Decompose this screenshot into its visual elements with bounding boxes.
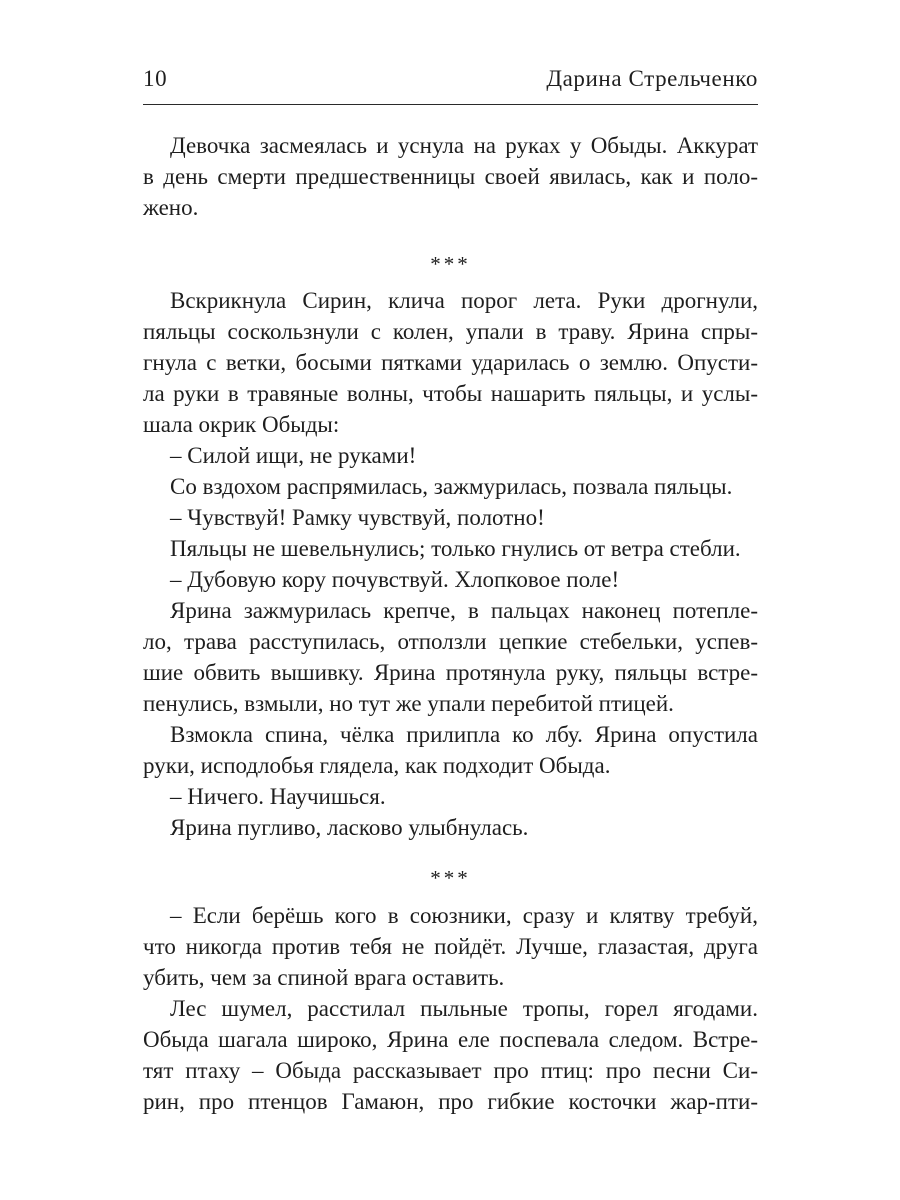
paragraph-1 [143, 130, 758, 223]
text-line: Девочка засмеялась и уснула на руках у Обыды. Аккурат [170, 133, 758, 158]
dialogue-line: – Ничего. Научишься. [170, 784, 386, 809]
dialogue-line: – Чувствуй! Рамку чувствуй, полотно! [170, 505, 545, 530]
dialogue-line: – Силой ищи, не руками! [170, 443, 417, 468]
text-line: шала окрик Обыды: [143, 412, 340, 437]
text-line: Ярина зажмурилась крепче, в пальцах наконец потепле- [170, 598, 758, 623]
text-line: Ярина пугливо, ласково улыбнулась. [170, 815, 529, 840]
text-line: пяльцы соскользнули с колен, упали в траву. Ярина спры- [143, 319, 758, 344]
text-line: ла руки в травяные волны, чтобы нашарить пяльцы, и услы- [143, 381, 758, 406]
text-line: гнула с ветки, босыми пятками ударилась о землю. Опусти- [143, 350, 758, 375]
text-line: что никогда против тебя не пойдёт. Лучше, глазастая, друга [143, 934, 758, 959]
paragraph-3 [143, 900, 758, 1117]
section-separator: *** [430, 252, 471, 276]
page-number: 10 [143, 66, 168, 91]
text-line: Пяльцы не шевельнулись; только гнулись от ветра стебли. [170, 536, 741, 561]
text-line: в день смерти предшественницы своей явилась, как и поло- [143, 164, 758, 189]
dialogue-line: – Если берёшь кого в союзники, сразу и клятву требуй, [170, 903, 758, 928]
header-rule [143, 104, 758, 105]
text-line: Лес шумел, расстилал пыльные тропы, горел ягодами. [170, 996, 758, 1021]
text-line: пенулись, взмыли, но тут же упали перебитой птицей. [143, 691, 674, 716]
running-head-author: Дарина Стрельченко [546, 66, 758, 91]
text-line: шие обвить вышивку. Ярина протянула руку, пяльцы встре- [143, 660, 758, 685]
dialogue-line: – Дубовую кору почувствуй. Хлопковое поле! [170, 567, 620, 592]
text-line: ло, трава расступилась, отползли цепкие стебельки, успев- [143, 629, 758, 654]
text-line: Со вздохом распрямилась, зажмурилась, позвала пяльцы. [170, 474, 733, 499]
page-header [143, 62, 758, 102]
text-line: жено. [143, 195, 199, 220]
text-line: убить, чем за спиной врага оставить. [143, 965, 505, 990]
text-line: Вскрикнула Сирин, клича порог лета. Руки дрогнули, [170, 288, 758, 313]
paragraph-2 [143, 285, 758, 843]
section-separator: *** [430, 866, 471, 890]
text-line: руки, исподлобья глядела, как подходит Обыда. [143, 753, 611, 778]
text-line: Обыда шагала широко, Ярина еле поспевала следом. Встре- [143, 1027, 758, 1052]
text-line: тят птаху – Обыда рассказывает про птиц: про песни Си- [143, 1058, 758, 1083]
text-line: Взмокла спина, чёлка прилипла ко лбу. Ярина опустила [170, 722, 758, 747]
text-line: рин, про птенцов Гамаюн, про гибкие косточки жар-пти- [143, 1089, 758, 1114]
